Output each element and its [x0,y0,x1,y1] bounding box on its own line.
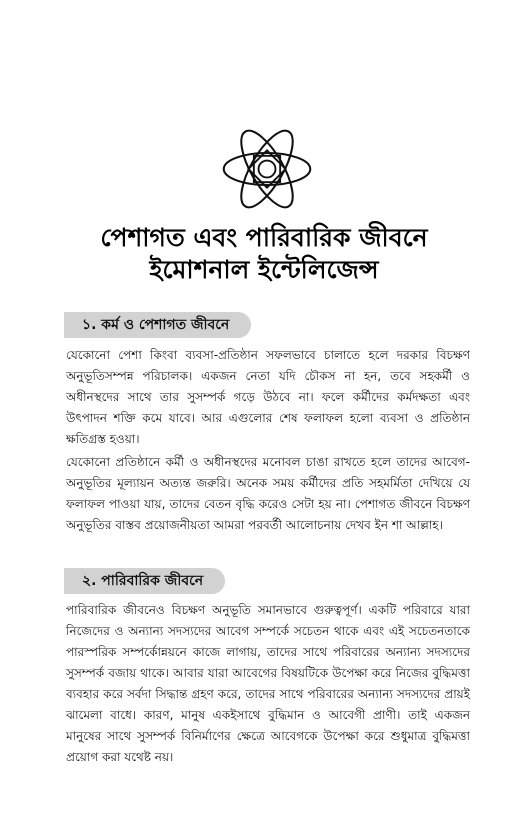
paragraph-career-2: যেকোনো প্রতিষ্ঠানে কর্মী ও অধীনস্থদের মনোবল চাঙা রাখতে হলে তাদের আবেগ-অনুভূতির মূল্যায়ন অত্যন্ত জরুরি। অনেক সময় কর্মীদের প্রতি সহমর্মিতা দেখিয়ে যে ফলাফল পাওয়া যায়, তাদের বেতন বৃদ্ধি করেও সেটা হয় না। পেশাগত জীবনে বিচক্ষণ অনুভূতির বাস্তব প্রয়োজনীয়তা আমরা পরবর্তী আলোচনায় দেখব ইন শা আল্লাহ। [66,455,470,532]
section-heading-family: ২. পারিবারিক জীবনে [64,568,225,594]
chapter-title-line-2: ইমোশনাল ইন্টেলিজেন্স [149,255,379,284]
paragraph-family-1: পারিবারিক জীবনেও বিচক্ষণ অনুভূতি সমানভাবে গুরুত্বপূর্ণ। একটি পরিবারে যারা নিজেদের ও অন্যান্য সদস্যদের আবেগ সম্পর্কে সচেতন থাকে এবং এই সচেতনতাকে পারস্পরিক সম্পর্কোন্নয়নে কাজে লাগায়, তাদের সাথে পরিবারের অন্যান্য সদস্যদের সুসম্পর্ক বজায় থাকে। আবার যারা আবেগের বিষয়টিকে উপেক্ষা করে নিজের বুদ্ধিমত্তা ব্যবহার করে সর্বদা সিদ্ধান্ত গ্রহণ করে, তাদের সাথে পরিবারের অন্যান্য সদস্যদের প্রায়ই ঝামেলা বাধে। কারণ, মানুষ একইসাথে বুদ্ধিমান ও আবেগী প্রাণী। তাই একজন মানুষের সাথে সুসম্পর্ক বিনির্মাণের ক্ষেত্রে আবেগকে উপেক্ষা করে শুধুমাত্র বুদ্ধিমত্তা প্রয়োগ করা যথেষ্ট নয়। [66,603,470,764]
atom-orbit-ornament-icon [220,122,314,216]
section-heading-career: ১. কর্ম ও পেশাগত জীবনে [64,312,251,338]
chapter-title-line-1: পেশাগত এবং পারিবারিক জীবনে [100,223,428,252]
paragraph-career-1: যেকোনো পেশা কিংবা ব্যবসা-প্রতিষ্ঠান সফলভাবে চালাতে হলে দরকার বিচক্ষণ অনুভূতিসম্পন্ন পরিচালক। একজন নেতা যদি চৌকস না হন, তবে সহকর্মী ও অধীনস্থদের সাথে তার সুসম্পর্ক গড়ে উঠবে না। ফলে কর্মীদের কর্মদক্ষতা এবং উৎপাদন শক্তি কমে যাবে। আর এগুলোর শেষ ফলাফল হলো ব্যবসা ও প্রতিষ্ঠান ক্ষতিগ্রস্ত হওয়া। [66,348,470,446]
